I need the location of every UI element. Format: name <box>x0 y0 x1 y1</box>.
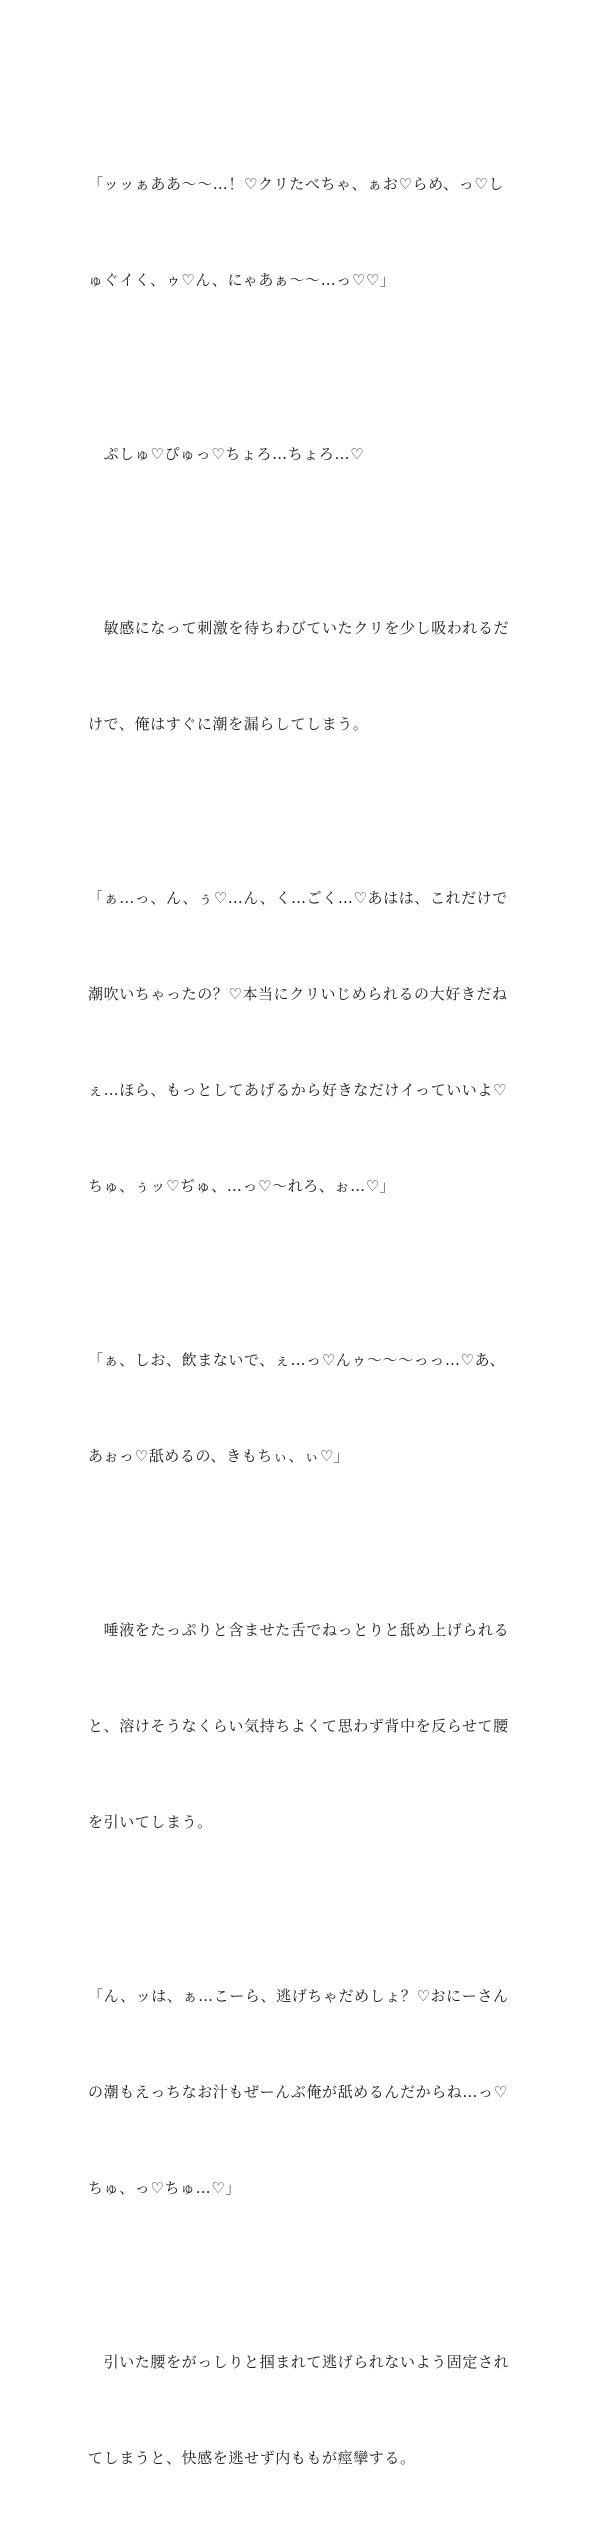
paragraph <box>88 1916 516 2268</box>
paragraph <box>88 104 516 360</box>
text-line: 唾液をたっぷりと含ませた舌でねっとりと舐め上げられる <box>88 1621 510 1639</box>
paragraph <box>88 2282 516 2538</box>
body-text <box>88 104 516 2538</box>
text-line: けで、俺はすぐに潮を漏らしてしまう。 <box>88 715 369 733</box>
text-line: あぉっ♡舐めるの、きもちぃ、ぃ♡」 <box>88 1447 350 1465</box>
text-line: 「ぁ…っ、ん、ぅ♡…ん、く…ごく…♡あはは、これだけで <box>88 889 508 907</box>
text-line: 「ん、ッは、ぁ…こーら、逃げちゃだめしょ？♡おにーさん <box>88 1987 509 2005</box>
text-line: ちゅ、ぅッ♡ぢゅ、…っ♡〜れろ、ぉ…♡」 <box>88 1177 396 1195</box>
paragraph <box>88 548 516 804</box>
text-line: 潮吹いちゃったの？♡本当にクリいじめられるの大好きだね <box>88 985 508 1003</box>
text-line: の潮もえっちなお汁もぜーんぶ俺が舐めるんだからね…っ♡ <box>88 2083 508 2101</box>
text-line: ぷしゅ♡ぴゅっ♡ちょろ…ちょろ…♡ <box>88 445 365 463</box>
paragraph <box>88 374 516 534</box>
text-line: ぇ…ほら、もっとしてあげるから好きなだけイっていいよ♡ <box>88 1081 508 1099</box>
text-line: てしまうと、快感を逃せず内ももが痙攣する。 <box>88 2449 416 2467</box>
text-line: 「ぁ、しお、飲まないで、ぇ…っ♡んゥ〜〜〜っっ…♡あ、 <box>88 1351 506 1369</box>
text-line: ちゅ、っ♡ちゅ…♡」 <box>88 2179 241 2197</box>
text-line: ゅぐイく、ゥ♡ん、にゃあぁ〜〜…っ♡♡」 <box>88 271 396 289</box>
text-line: 引いた腰をがっしりと掴まれて逃げられないよう固定され <box>88 2353 510 2371</box>
text-line: 「ッッぁああ〜〜…！♡クリたべちゃ、ぁお♡らめ、っ♡し <box>88 175 504 193</box>
paragraph <box>88 1550 516 1902</box>
text-line: と、溶けそうなくらい気持ちよくて思わず背中を反らせて腰 <box>88 1717 509 1735</box>
paragraph <box>88 818 516 1266</box>
paragraph <box>88 1280 516 1536</box>
text-line: を引いてしまう。 <box>88 1813 213 1831</box>
text-line: 敏感になって刺激を待ちわびていたクリを少し吸われるだ <box>88 619 510 637</box>
